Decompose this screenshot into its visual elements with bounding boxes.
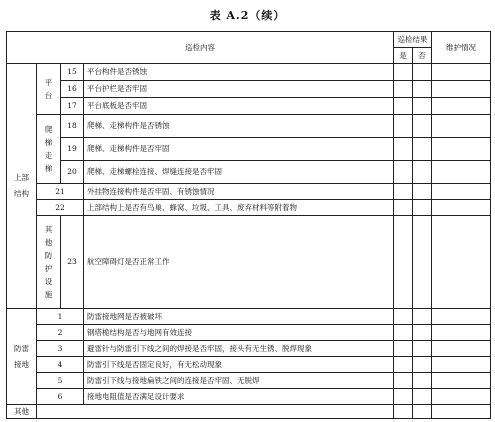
result-no-cell: [413, 357, 432, 373]
row-number: 4: [37, 357, 84, 373]
result-yes-cell: [394, 325, 413, 341]
maintenance-cell: [432, 325, 491, 341]
subgroup-other-protection: 其 他 防 护 设 施: [37, 216, 61, 309]
result-no-cell: [413, 341, 432, 357]
result-no-cell: [413, 325, 432, 341]
other-content-cell: [37, 405, 394, 419]
row-text: 平台底板是否牢固: [84, 98, 394, 115]
result-yes-cell: [394, 184, 413, 200]
maintenance-cell: [432, 138, 491, 161]
header-no: 否: [413, 48, 432, 64]
row-number: 16: [61, 81, 84, 98]
row-text: 防雷引下线是否固定良好，有无松动现象: [84, 357, 394, 373]
result-no-cell: [413, 115, 432, 138]
header-row: [7, 32, 491, 48]
result-yes-cell: [394, 405, 413, 419]
row-text: 爬梯、走梯螺栓连接、焊缝连接是否牢固: [84, 161, 394, 184]
row-text: 避雷针与防雷引下线之间的焊接是否牢固，接头有无生锈、脱焊现象: [84, 341, 394, 357]
result-yes-cell: [394, 115, 413, 138]
row-number: 2: [37, 325, 84, 341]
table-row: [7, 341, 491, 357]
row-text: 接地电阻值是否满足设计要求: [84, 389, 394, 405]
maintenance-cell: [432, 216, 491, 309]
group-other: 其他: [7, 405, 37, 419]
result-no-cell: [413, 373, 432, 389]
maintenance-cell: [432, 200, 491, 216]
maintenance-cell: [432, 64, 491, 81]
result-no-cell: [413, 138, 432, 161]
result-no-cell: [413, 64, 432, 81]
table-row: [7, 200, 491, 216]
result-no-cell: [413, 216, 432, 309]
table-row: [7, 184, 491, 200]
maintenance-cell: [432, 341, 491, 357]
header-result: 巡检结果: [394, 32, 432, 48]
result-yes-cell: [394, 64, 413, 81]
maintenance-cell: [432, 98, 491, 115]
row-number: 22: [37, 200, 84, 216]
table-row: [7, 405, 491, 419]
result-yes-cell: [394, 357, 413, 373]
table-row: [7, 389, 491, 405]
table-row: [7, 373, 491, 389]
table-caption: 表 A.2（续）: [209, 9, 286, 22]
result-no-cell: [413, 81, 432, 98]
result-no-cell: [413, 200, 432, 216]
row-text: 平台构件是否锈蚀: [84, 64, 394, 81]
row-number: 3: [37, 341, 84, 357]
inspection-table: [6, 31, 491, 419]
result-no-cell: [413, 161, 432, 184]
table-row: [7, 115, 491, 138]
row-text: 防雷接地网是否被破坏: [84, 309, 394, 325]
header-content: 巡检内容: [7, 32, 394, 64]
maintenance-cell: [432, 161, 491, 184]
group-lightning-grounding: 防雷 接地: [7, 309, 37, 405]
maintenance-cell: [432, 357, 491, 373]
row-text: 上部结构上是否有鸟巢、蜂窝、垃圾、工具、废弃材料等附着物: [84, 200, 394, 216]
result-yes-cell: [394, 138, 413, 161]
maintenance-cell: [432, 389, 491, 405]
table-row: [7, 325, 491, 341]
maintenance-cell: [432, 309, 491, 325]
row-number: 19: [61, 138, 84, 161]
row-number: 5: [37, 373, 84, 389]
table-row: [7, 98, 491, 115]
result-no-cell: [413, 405, 432, 419]
maintenance-cell: [432, 373, 491, 389]
header-yes: 是: [394, 48, 413, 64]
row-text: 爬梯、走梯构件是否锈蚀: [84, 115, 394, 138]
row-number: 6: [37, 389, 84, 405]
row-text: 防雷引下线与接地扁铁之间的连接是否牢固、无脱焊: [84, 373, 394, 389]
result-yes-cell: [394, 373, 413, 389]
result-yes-cell: [394, 389, 413, 405]
result-yes-cell: [394, 309, 413, 325]
result-no-cell: [413, 184, 432, 200]
table-row: [7, 64, 491, 81]
result-yes-cell: [394, 161, 413, 184]
row-text: 外挂物连接构件是否牢固、有锈蚀情况: [84, 184, 394, 200]
table-row: [7, 161, 491, 184]
table-row: [7, 81, 491, 98]
row-number: 23: [61, 216, 84, 309]
row-text: 平台护栏是否牢固: [84, 81, 394, 98]
result-no-cell: [413, 98, 432, 115]
row-text: 爬梯、走梯构件是否牢固: [84, 138, 394, 161]
row-number: 17: [61, 98, 84, 115]
row-number: 18: [61, 115, 84, 138]
maintenance-cell: [432, 405, 491, 419]
maintenance-cell: [432, 81, 491, 98]
table-row: [7, 138, 491, 161]
table-row: [7, 357, 491, 373]
row-number: 21: [37, 184, 84, 200]
group-upper-structure: 上部 结构: [7, 64, 37, 309]
maintenance-cell: [432, 184, 491, 200]
subgroup-ladder: 爬 梯 走 梯: [37, 115, 61, 184]
result-yes-cell: [394, 81, 413, 98]
row-text: 航空障碍灯是否正常工作: [84, 216, 394, 309]
result-no-cell: [413, 389, 432, 405]
result-no-cell: [413, 309, 432, 325]
maintenance-cell: [432, 115, 491, 138]
header-maintenance: 维护情况: [432, 32, 491, 64]
result-yes-cell: [394, 341, 413, 357]
table-row: [7, 216, 491, 309]
subgroup-platform: 平 台: [37, 64, 61, 115]
row-number: 1: [37, 309, 84, 325]
result-yes-cell: [394, 98, 413, 115]
table-row: [7, 309, 491, 325]
result-yes-cell: [394, 216, 413, 309]
row-text: 钢塔桅结构是否与地网有效连接: [84, 325, 394, 341]
row-number: 15: [61, 64, 84, 81]
result-yes-cell: [394, 200, 413, 216]
row-number: 20: [61, 161, 84, 184]
